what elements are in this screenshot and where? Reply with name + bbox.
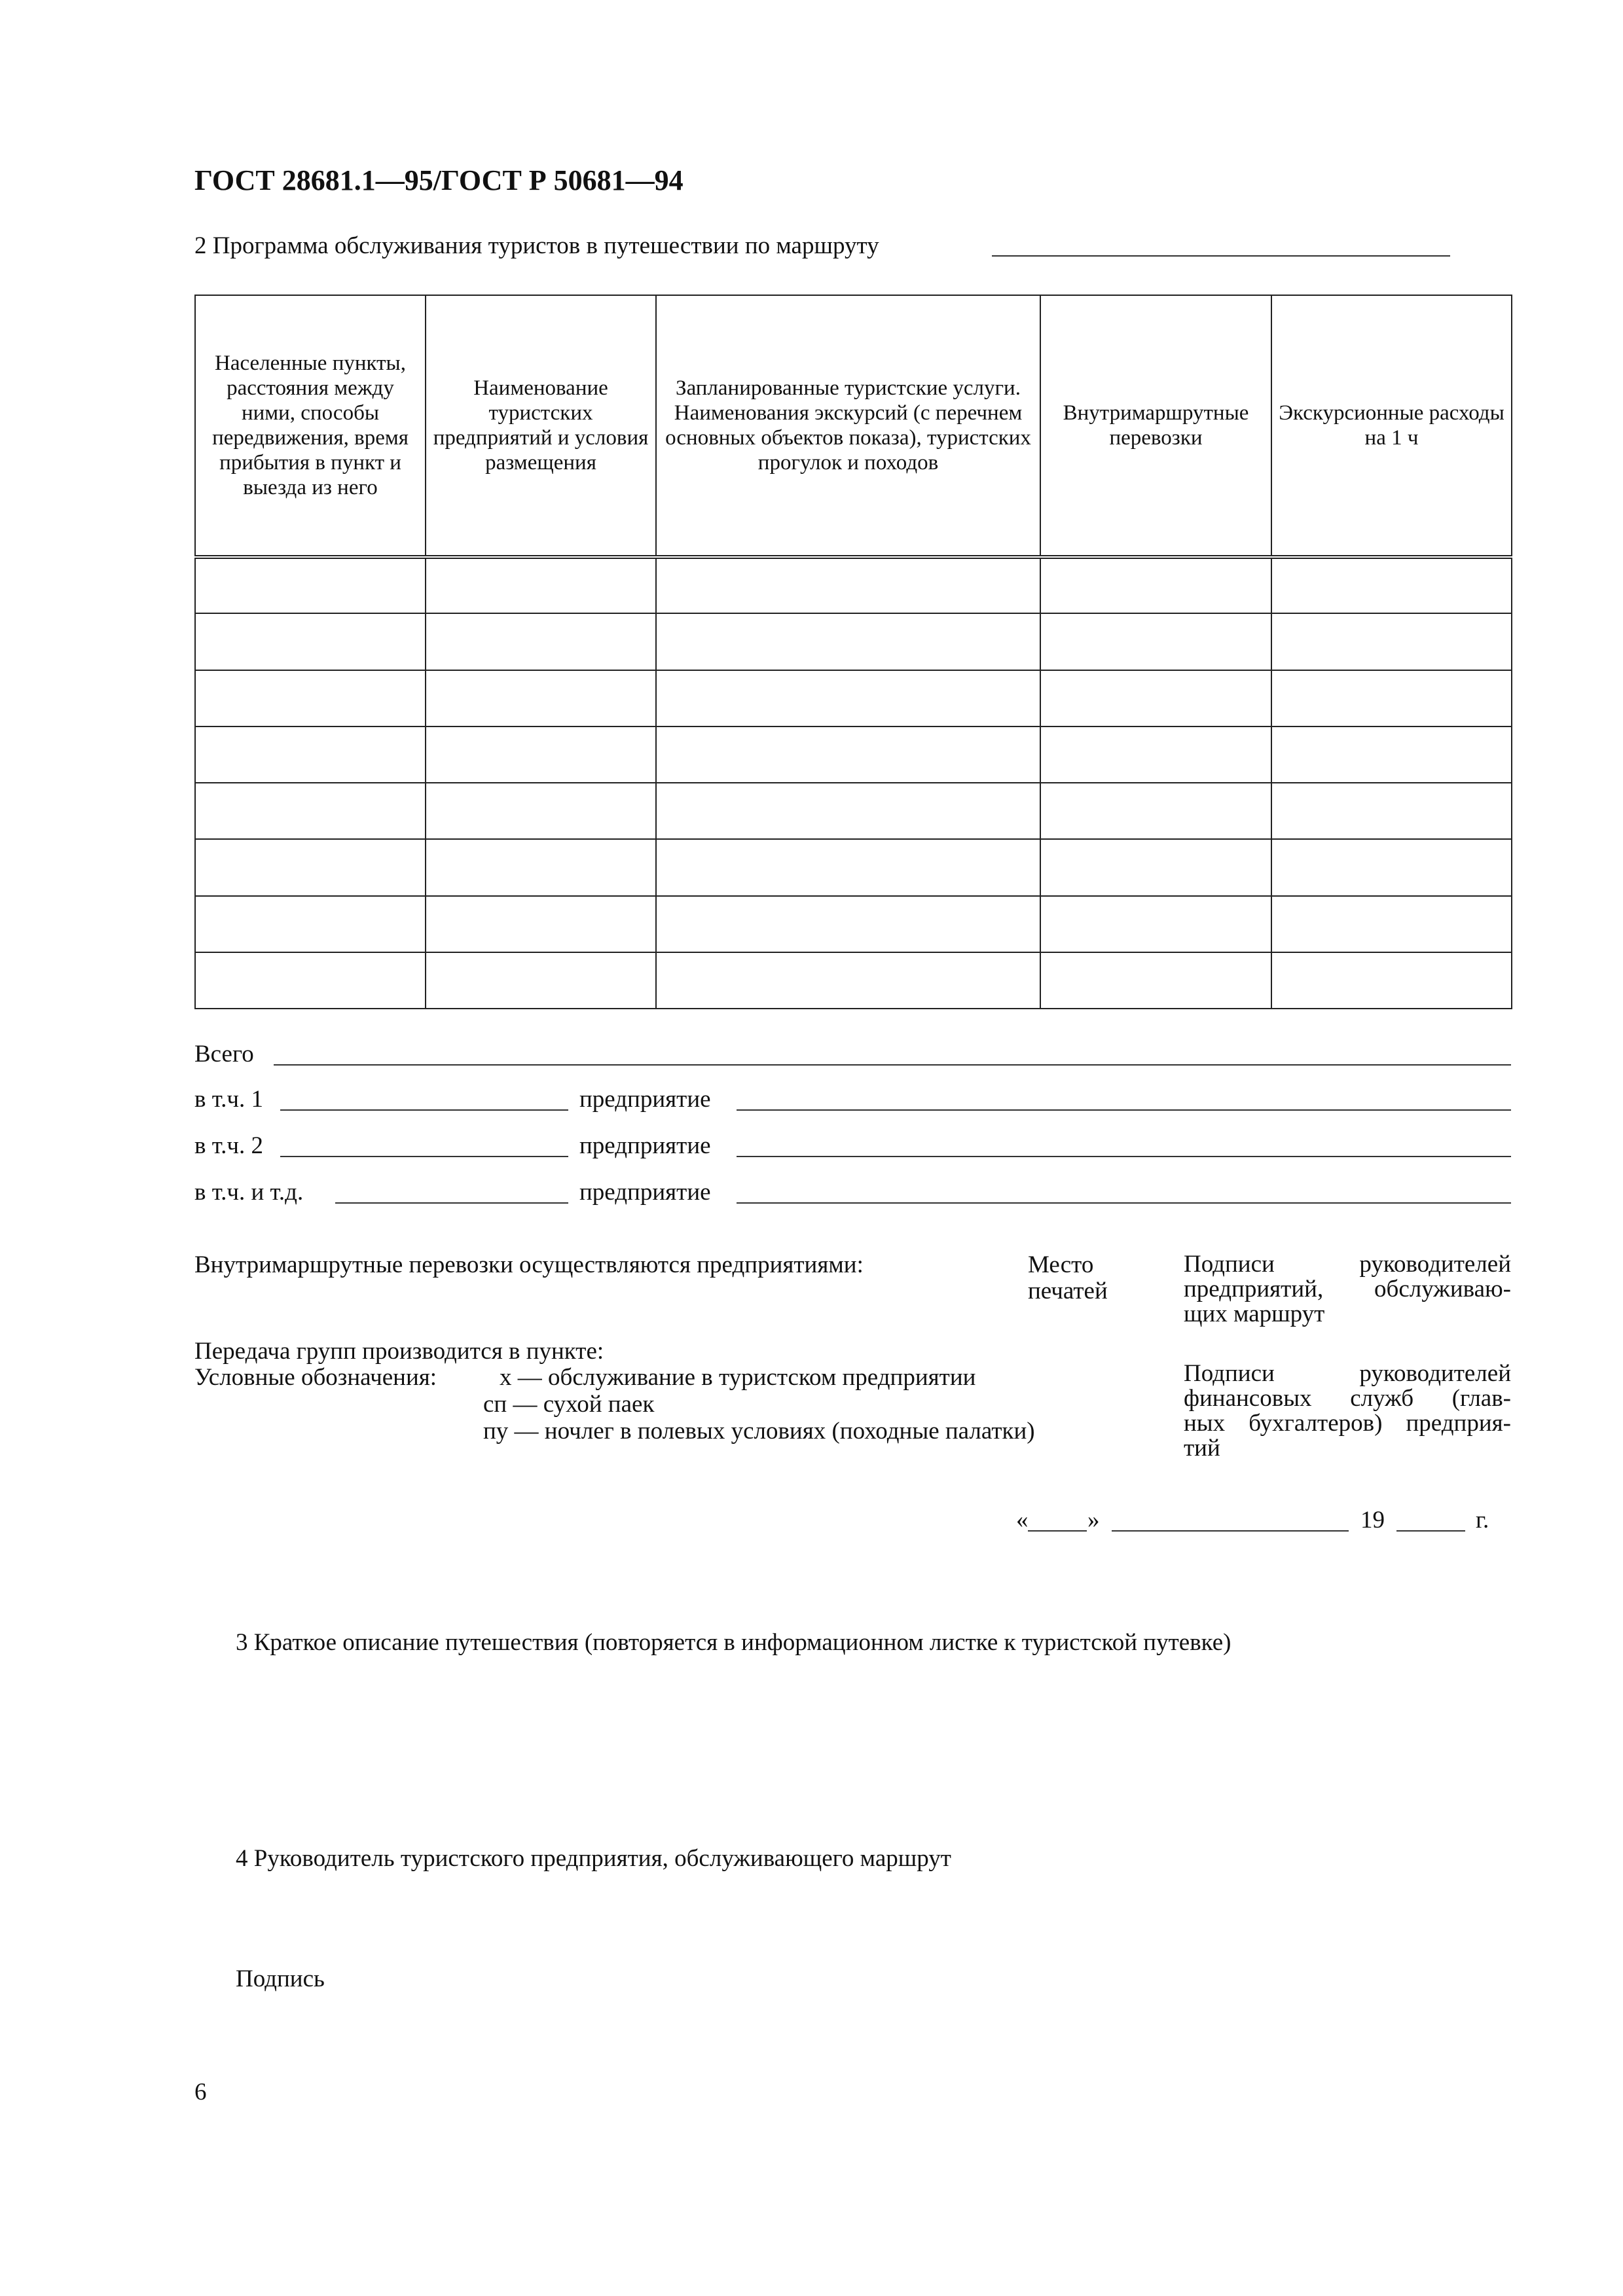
table-cell[interactable]	[426, 613, 656, 670]
table-cell[interactable]	[426, 839, 656, 895]
handover-label: Передача групп производится в пункте:	[194, 1338, 604, 1365]
column-header-settlements: Населенные пункты, расстояния между ними, способы передвижения, время прибытия в пункт и выезда из него	[195, 295, 426, 557]
date-year-prefix: 19	[1360, 1507, 1385, 1534]
table-cell[interactable]	[656, 670, 1040, 726]
incl-1-enterprise-label: предприятие	[579, 1086, 711, 1113]
table-row	[195, 839, 1512, 895]
table-row	[195, 557, 1512, 613]
table-cell[interactable]	[426, 557, 656, 613]
legend-label: Условные обозначения:	[194, 1364, 437, 1391]
managers-sign-word-2: руководителей	[1359, 1251, 1511, 1278]
incl-2-label: в т.ч. 2	[194, 1132, 263, 1159]
stamp-place-label-1: Место	[1028, 1251, 1094, 1278]
table-row	[195, 613, 1512, 670]
section-3-heading: 3 Краткое описание путешествия (повторяется в информационном листке к туристской путевке)	[236, 1629, 1231, 1656]
incl-etc-enterprise-blank-line[interactable]	[737, 1202, 1511, 1204]
route-blank-line	[992, 255, 1450, 257]
finance-sign-line-2: финансовых служб (глав-	[1184, 1385, 1511, 1412]
incl-2-enterprise-label: предприятие	[579, 1132, 711, 1159]
finance-sign-word-2: руководителей	[1359, 1360, 1511, 1387]
incl-2-enterprise-blank-line[interactable]	[737, 1156, 1511, 1157]
table-cell[interactable]	[656, 896, 1040, 952]
table-row	[195, 952, 1512, 1009]
finance-sign-word-1: Подписи	[1184, 1360, 1275, 1387]
table-cell[interactable]	[1040, 896, 1271, 952]
incl-1-enterprise-blank-line[interactable]	[737, 1109, 1511, 1111]
table-cell[interactable]	[1271, 613, 1512, 670]
legend-item-x: х — обслуживание в туристском предприятии	[500, 1364, 976, 1391]
table-cell[interactable]	[195, 613, 426, 670]
table-cell[interactable]	[656, 839, 1040, 895]
legend-item-sp: сп — сухой паек	[483, 1391, 655, 1418]
incl-etc-blank-line[interactable]	[335, 1202, 568, 1204]
table-cell[interactable]	[195, 726, 426, 783]
column-header-services: Запланированные туристские услуги. Наименования экскурсий (с перечнем основных объектов показа), туристских прогулок и походов	[656, 295, 1040, 557]
date-year-blank[interactable]	[1396, 1530, 1465, 1532]
table-cell[interactable]	[1271, 557, 1512, 613]
transport-note: Внутримаршрутные перевозки осуществляются предприятиями:	[194, 1251, 864, 1278]
table-cell[interactable]	[195, 839, 426, 895]
total-label: Всего	[194, 1041, 254, 1067]
date-open-quote: «	[1016, 1507, 1029, 1534]
date-year-suffix: г.	[1476, 1507, 1489, 1534]
table-row	[195, 726, 1512, 783]
managers-sign-line-2: предприятий, обслуживаю-	[1184, 1276, 1511, 1302]
date-day-blank[interactable]	[1028, 1530, 1087, 1532]
finance-sign-line-4: тий	[1184, 1435, 1220, 1462]
page-number: 6	[194, 2079, 207, 2106]
table-row	[195, 670, 1512, 726]
date-close-quote: »	[1087, 1507, 1100, 1534]
table-cell[interactable]	[1040, 783, 1271, 839]
table-header-row	[195, 295, 1512, 557]
table-cell[interactable]	[195, 557, 426, 613]
table-cell[interactable]	[1040, 726, 1271, 783]
incl-etc-enterprise-label: предприятие	[579, 1179, 711, 1206]
section-2-heading: 2 Программа обслуживания туристов в путешествии по маршруту	[194, 232, 879, 259]
table-cell[interactable]	[656, 783, 1040, 839]
table-cell[interactable]	[1271, 839, 1512, 895]
table-cell[interactable]	[1040, 613, 1271, 670]
table-cell[interactable]	[426, 783, 656, 839]
table-cell[interactable]	[195, 670, 426, 726]
table-cell[interactable]	[195, 896, 426, 952]
table-cell[interactable]	[1040, 839, 1271, 895]
incl-1-blank-line[interactable]	[280, 1109, 568, 1111]
table-cell[interactable]	[1271, 783, 1512, 839]
column-header-enterprises: Наименование туристских предприятий и условия размещения	[426, 295, 656, 557]
table-cell[interactable]	[195, 952, 426, 1009]
document-header: ГОСТ 28681.1—95/ГОСТ Р 50681—94	[194, 164, 684, 196]
managers-signature-block	[1184, 1252, 1511, 1327]
incl-1-label: в т.ч. 1	[194, 1086, 263, 1113]
table-row	[195, 896, 1512, 952]
table-cell[interactable]	[426, 670, 656, 726]
column-header-transport: Внутримаршрутные перевозки	[1040, 295, 1271, 557]
table-cell[interactable]	[1271, 952, 1512, 1009]
table-cell[interactable]	[426, 896, 656, 952]
table-cell[interactable]	[656, 557, 1040, 613]
program-table	[194, 295, 1512, 1009]
signature-label: Подпись	[236, 1965, 325, 1992]
finance-signature-block	[1184, 1361, 1511, 1461]
date-month-blank[interactable]	[1112, 1530, 1349, 1532]
table-cell[interactable]	[1271, 896, 1512, 952]
managers-sign-word-1: Подписи	[1184, 1251, 1275, 1278]
legend-item-pu: пу — ночлег в полевых условиях (походные палатки)	[483, 1418, 1035, 1444]
finance-sign-line-3: ных бухгалтеров) предприя-	[1184, 1410, 1511, 1437]
table-cell[interactable]	[656, 613, 1040, 670]
incl-etc-label: в т.ч. и т.д.	[194, 1179, 304, 1206]
table-cell[interactable]	[426, 726, 656, 783]
table-cell[interactable]	[656, 952, 1040, 1009]
table-cell[interactable]	[1040, 670, 1271, 726]
column-header-expenses: Экскурсионные расходы на 1 ч	[1271, 295, 1512, 557]
table-cell[interactable]	[656, 726, 1040, 783]
section-4-heading: 4 Руководитель туристского предприятия, обслуживающего маршрут	[236, 1845, 951, 1872]
total-blank-line[interactable]	[274, 1064, 1511, 1066]
table-cell[interactable]	[1271, 670, 1512, 726]
incl-2-blank-line[interactable]	[280, 1156, 568, 1157]
table-cell[interactable]	[1271, 726, 1512, 783]
table-cell[interactable]	[195, 783, 426, 839]
table-cell[interactable]	[1040, 952, 1271, 1009]
table-cell[interactable]	[1040, 557, 1271, 613]
managers-sign-line-3: щих маршрут	[1184, 1300, 1325, 1327]
stamp-place-label-2: печатей	[1028, 1278, 1108, 1304]
table-cell[interactable]	[426, 952, 656, 1009]
table-row	[195, 783, 1512, 839]
